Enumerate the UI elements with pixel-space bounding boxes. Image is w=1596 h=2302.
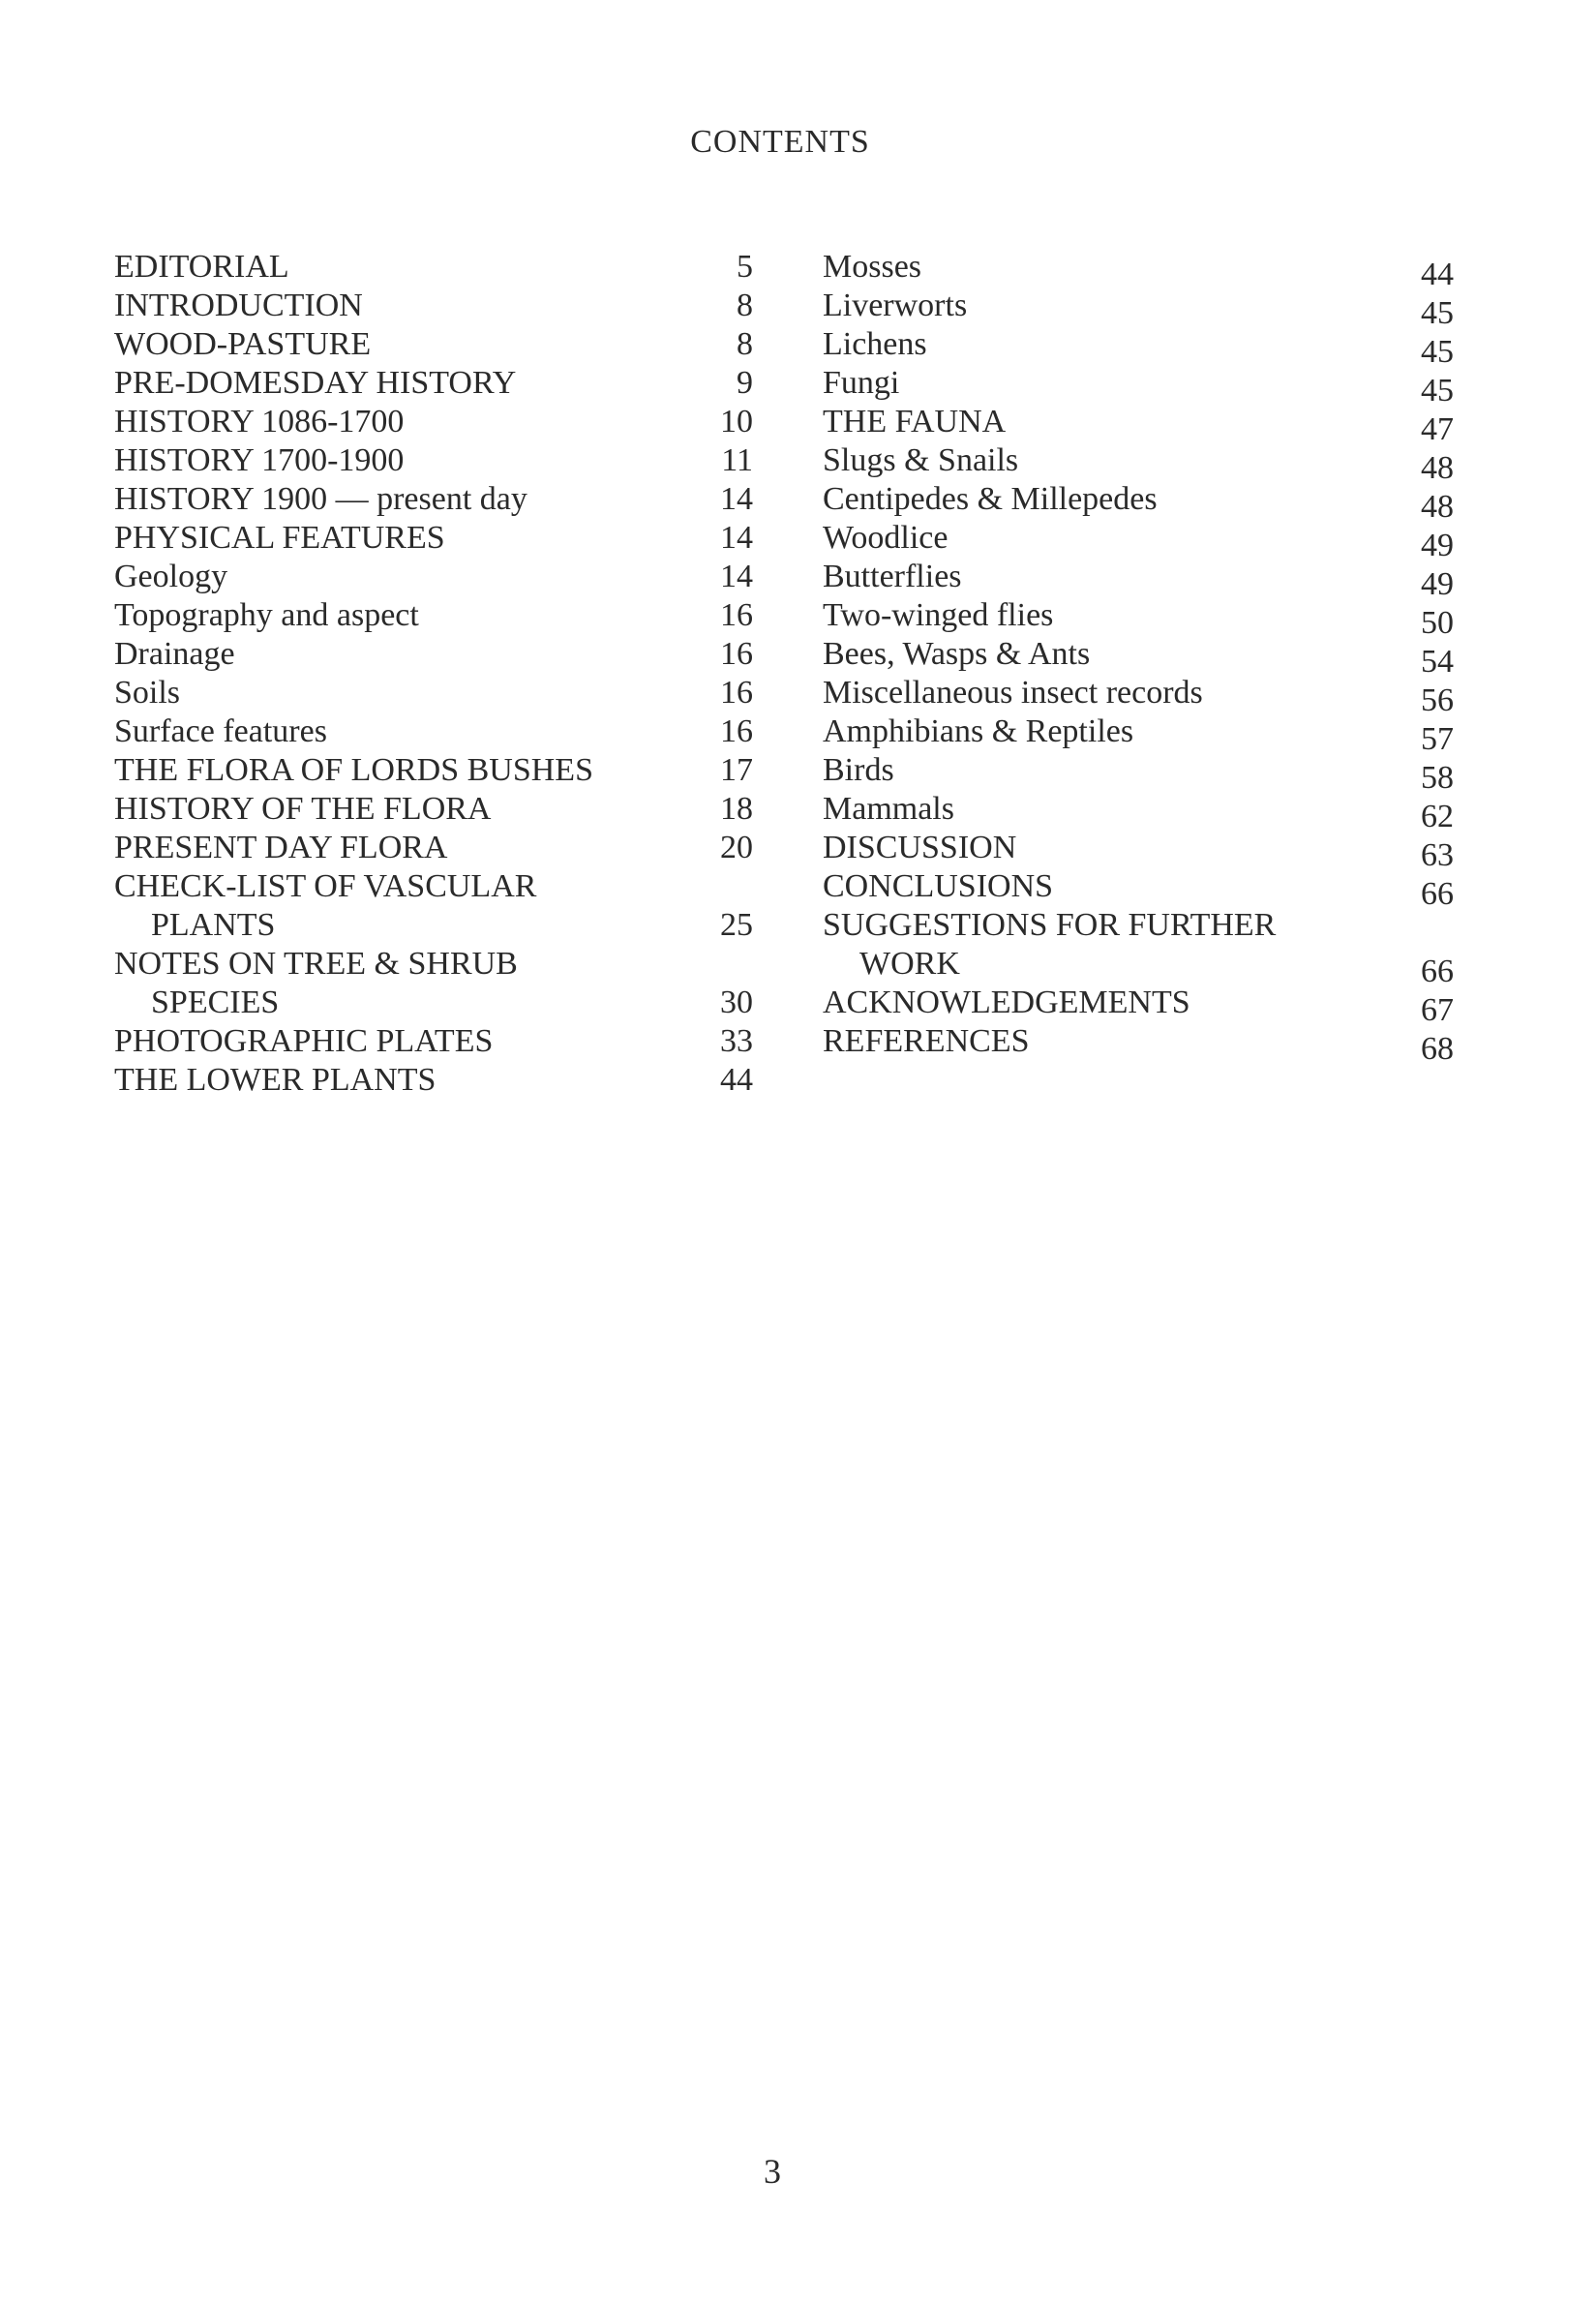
contents-entry — [114, 596, 753, 635]
contents-entry — [114, 674, 753, 712]
entry-title: Soils — [114, 675, 181, 711]
page-number: 3 — [764, 2152, 781, 2191]
entry-title: Geology — [114, 559, 228, 594]
entry-title: PLANTS — [151, 907, 276, 943]
entry-page-number: 62 — [1421, 799, 1454, 834]
entry-title: CONCLUSIONS — [823, 868, 1054, 904]
entry-title: HISTORY 1900 — present day — [114, 481, 527, 517]
entry-title: NOTES ON TREE & SHRUB — [114, 946, 518, 982]
entry-page-number: 8 — [737, 326, 753, 362]
entry-page-number: 47 — [1421, 411, 1454, 447]
entry-title: Miscellaneous insect records — [823, 675, 1203, 711]
entry-title: Lichens — [823, 326, 927, 362]
contents-entry — [823, 596, 1454, 641]
contents-entry — [823, 867, 1454, 912]
contents-entry — [114, 248, 753, 287]
entry-page-number: 67 — [1421, 992, 1454, 1028]
entry-page-number: 66 — [1421, 876, 1454, 912]
entry-page-number: 63 — [1421, 837, 1454, 873]
contents-entry — [823, 751, 1454, 796]
entry-page-number: 14 — [720, 481, 753, 517]
entry-title: REFERENCES — [823, 1023, 1030, 1059]
entry-title: DISCUSSION — [823, 830, 1017, 865]
contents-entry — [823, 480, 1454, 525]
entry-title: ACKNOWLEDGEMENTS — [823, 984, 1190, 1020]
entry-page-number: 48 — [1421, 450, 1454, 486]
entry-title: THE LOWER PLANTS — [114, 1062, 437, 1098]
contents-entry — [823, 441, 1454, 486]
contents-entry — [114, 945, 753, 984]
contents-entry — [823, 325, 1454, 370]
entry-title: WOOD-PASTURE — [114, 326, 372, 362]
contents-entry — [114, 984, 753, 1022]
entry-page-number: 33 — [720, 1023, 753, 1059]
entry-title: HISTORY 1086-1700 — [114, 404, 405, 439]
entry-page-number: 54 — [1421, 644, 1454, 680]
contents-entry — [823, 906, 1454, 945]
contents-entry — [114, 325, 753, 364]
contents-entry — [114, 635, 753, 674]
contents-entry — [114, 906, 753, 945]
entry-page-number: 17 — [720, 752, 753, 788]
entry-title: Fungi — [823, 365, 900, 401]
entry-page-number: 58 — [1421, 760, 1454, 796]
entry-title: INTRODUCTION — [114, 288, 363, 323]
entry-page-number: 57 — [1421, 721, 1454, 757]
entry-page-number: 20 — [720, 830, 753, 865]
contents-entry — [823, 790, 1454, 834]
entry-page-number: 44 — [1421, 257, 1454, 292]
contents-entry — [823, 635, 1454, 680]
entry-title: Surface features — [114, 713, 327, 749]
contents-entry — [114, 441, 753, 480]
entry-title: Mosses — [823, 249, 922, 285]
entry-page-number: 11 — [721, 442, 753, 478]
entry-title: WORK — [859, 946, 960, 982]
contents-entry — [114, 519, 753, 558]
entry-title: Birds — [823, 752, 894, 788]
entry-page-number: 14 — [720, 520, 753, 556]
entry-page-number: 16 — [720, 713, 753, 749]
contents-entry — [823, 403, 1454, 447]
entry-page-number: 14 — [720, 559, 753, 594]
entry-page-number: 66 — [1421, 954, 1454, 989]
contents-entry — [114, 829, 753, 867]
contents-entry — [823, 364, 1454, 409]
entry-title: PHYSICAL FEATURES — [114, 520, 445, 556]
contents-entry — [114, 403, 753, 441]
contents-entry — [823, 829, 1454, 873]
entry-title: HISTORY OF THE FLORA — [114, 791, 492, 827]
entry-page-number: 45 — [1421, 334, 1454, 370]
entry-page-number: 30 — [720, 984, 753, 1020]
entry-title: Woodlice — [823, 520, 949, 556]
entry-page-number: 5 — [737, 249, 753, 285]
entry-page-number: 16 — [720, 675, 753, 711]
entry-title: HISTORY 1700-1900 — [114, 442, 405, 478]
page-title: CONTENTS — [690, 124, 870, 160]
contents-entry — [823, 248, 1454, 292]
entry-title: Drainage — [114, 636, 235, 672]
contents-entry — [823, 674, 1454, 718]
contents-entry — [114, 790, 753, 829]
contents-entry — [114, 751, 753, 790]
contents-left-column — [114, 248, 753, 1100]
entry-title: Liverworts — [823, 288, 968, 323]
entry-title: Amphibians & Reptiles — [823, 713, 1134, 749]
contents-entry — [823, 519, 1454, 563]
entry-title: SUGGESTIONS FOR FURTHER — [823, 907, 1277, 943]
contents-entry — [114, 558, 753, 596]
contents-right-column — [823, 248, 1454, 1067]
contents-entry — [114, 1061, 753, 1100]
entry-page-number: 48 — [1421, 489, 1454, 525]
entry-title: Bees, Wasps & Ants — [823, 636, 1091, 672]
entry-title: SPECIES — [151, 984, 280, 1020]
contents-entry — [823, 712, 1454, 757]
entry-page-number: 56 — [1421, 682, 1454, 718]
entry-page-number: 9 — [737, 365, 753, 401]
entry-title: PRESENT DAY FLORA — [114, 830, 448, 865]
entry-page-number: 10 — [720, 404, 753, 439]
entry-title: THE FAUNA — [823, 404, 1007, 439]
contents-entry — [114, 867, 753, 906]
entry-page-number: 49 — [1421, 528, 1454, 563]
contents-entry — [823, 558, 1454, 602]
entry-page-number: 50 — [1421, 605, 1454, 641]
entry-title: PHOTOGRAPHIC PLATES — [114, 1023, 494, 1059]
entry-title: Two-winged flies — [823, 597, 1054, 633]
entry-title: Slugs & Snails — [823, 442, 1019, 478]
entry-page-number: 18 — [720, 791, 753, 827]
contents-entry — [114, 480, 753, 519]
entry-title: PRE-DOMESDAY HISTORY — [114, 365, 517, 401]
contents-entry — [114, 287, 753, 325]
entry-page-number: 45 — [1421, 373, 1454, 409]
contents-entry — [823, 945, 1454, 989]
contents-entry — [114, 364, 753, 403]
entry-page-number: 45 — [1421, 295, 1454, 331]
entry-page-number: 16 — [720, 597, 753, 633]
entry-title: Centipedes & Millepedes — [823, 481, 1158, 517]
entry-title: CHECK-LIST OF VASCULAR — [114, 868, 537, 904]
entry-page-number: 68 — [1421, 1031, 1454, 1067]
contents-entry — [823, 287, 1454, 331]
contents-entry — [823, 984, 1454, 1028]
contents-entry — [114, 712, 753, 751]
contents-entry — [823, 1022, 1454, 1067]
entry-title: Mammals — [823, 791, 954, 827]
entry-page-number: 49 — [1421, 566, 1454, 602]
entry-page-number: 8 — [737, 288, 753, 323]
entry-title: Topography and aspect — [114, 597, 419, 633]
entry-page-number: 25 — [720, 907, 753, 943]
entry-page-number: 44 — [720, 1062, 753, 1098]
entry-title: Butterflies — [823, 559, 962, 594]
entry-title: EDITORIAL — [114, 249, 289, 285]
entry-title: THE FLORA OF LORDS BUSHES — [114, 752, 593, 788]
contents-entry — [114, 1022, 753, 1061]
entry-page-number: 16 — [720, 636, 753, 672]
